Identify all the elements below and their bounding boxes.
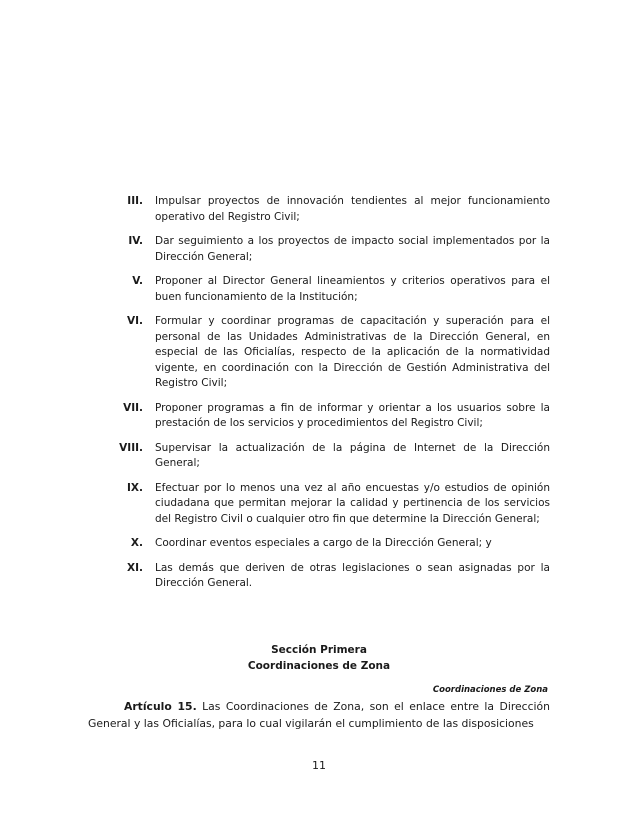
article-label: Artículo 15. bbox=[124, 700, 197, 713]
item-number: V. bbox=[132, 275, 143, 287]
list-item bbox=[110, 561, 550, 592]
list-item bbox=[110, 194, 550, 225]
item-number: IX. bbox=[127, 481, 143, 494]
item-text: Coordinar eventos especiales a cargo de la Dirección General; y bbox=[155, 537, 492, 549]
item-number: XI. bbox=[127, 561, 143, 574]
item-text: Efectuar por lo menos una vez al año encuestas y/o estudios de opinión ciudadana que permitan mejorar la calidad y pertinencia de los servicios del Registro Civil o cualquier otro fin que determine la Dirección General; bbox=[155, 481, 550, 525]
list-item bbox=[110, 314, 550, 392]
item-number: III. bbox=[127, 195, 143, 207]
list-item bbox=[110, 401, 550, 432]
item-number: IV. bbox=[128, 235, 143, 247]
article-paragraph bbox=[88, 698, 550, 732]
item-text: Impulsar proyectos de innovación tendientes al mejor funcionamiento operativo del Registro Civil; bbox=[155, 195, 550, 223]
page-number: 11 bbox=[312, 759, 326, 772]
item-text: Dar seguimiento a los proyectos de impacto social implementados por la Dirección General; bbox=[155, 235, 550, 263]
fraction-list bbox=[110, 194, 550, 601]
article-text: Las Coordinaciones de Zona, son el enlace entre la Dirección General y las Oficialías, para lo cual vigilarán el cumplimiento de las disposiciones bbox=[88, 700, 550, 730]
item-text: Proponer programas a fin de informar y orientar a los usuarios sobre la prestación de los servicios y procedimientos del Registro Civil; bbox=[155, 401, 550, 429]
section-heading: Sección Primera bbox=[271, 644, 367, 656]
list-item bbox=[110, 274, 550, 305]
item-number: VI. bbox=[126, 315, 143, 327]
margin-note: Coordinaciones de Zona bbox=[432, 685, 548, 695]
section-subheading: Coordinaciones de Zona bbox=[247, 660, 391, 672]
list-item bbox=[110, 234, 550, 265]
item-text: Formular y coordinar programas de capacitación y superación para el personal de las Unidades Administrativas de la Dirección General, en especial de las Oficialías, respecto de la aplicación de la normatividad vigente, en coordinación con la Dirección de Gestión Administrativa del Registro Civil; bbox=[155, 315, 550, 389]
item-text: Supervisar la actualización de la página de Internet de la Dirección General; bbox=[155, 441, 550, 469]
list-item bbox=[110, 441, 550, 472]
item-number: X. bbox=[130, 537, 143, 549]
list-item bbox=[110, 481, 550, 528]
list-item bbox=[110, 536, 550, 552]
item-number: VIII. bbox=[119, 441, 143, 454]
item-text: Proponer al Director General lineamientos y criterios operativos para el buen funcionamiento de la Institución; bbox=[155, 275, 550, 303]
item-number: VII. bbox=[123, 401, 143, 414]
item-text: Las demás que deriven de otras legislaciones o sean asignadas por la Dirección General. bbox=[155, 561, 550, 589]
